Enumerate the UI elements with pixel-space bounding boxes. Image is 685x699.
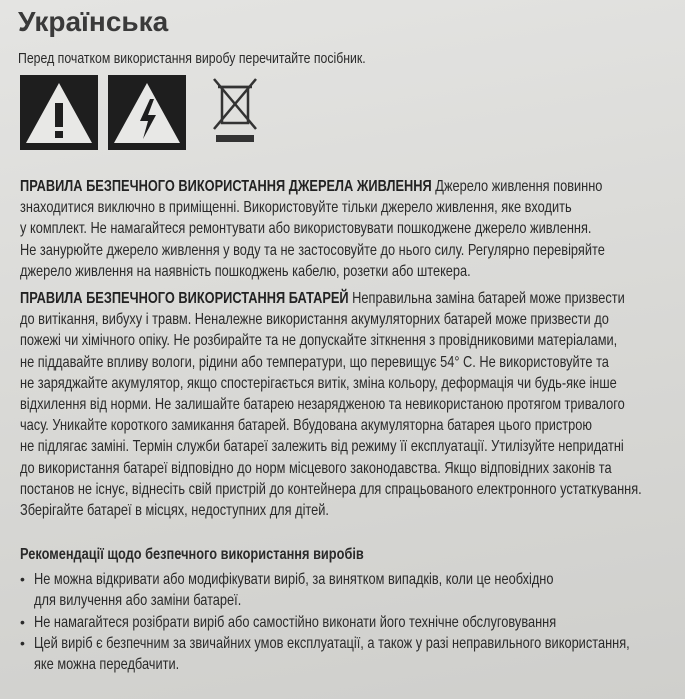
warning-icon — [20, 75, 98, 150]
safety-icons — [20, 75, 266, 150]
battery-section — [20, 288, 685, 521]
bullet-icon: • — [20, 634, 25, 651]
battery-line: не заряджайте акумулятор, якщо спостерігається витік, зміна кольору, деформація чи будь-яке інше — [20, 374, 617, 392]
bullet-icon: • — [20, 571, 25, 588]
recommendations-section — [20, 544, 685, 675]
battery-line: до використання батареї відповідно до норм місцевого законодавства. Якщо відповідних законів та — [20, 459, 612, 477]
battery-line: не піддавайте впливу вологи, рідини або температури, що перевищує 54° C. Не використовуйте та — [20, 353, 609, 371]
list-item-text: Цей виріб є безпечним за звичайних умов експлуатації, а також у разі неправильного використання, — [34, 634, 630, 652]
battery-line: Зберігайте батареї в місцях, недоступних для дітей. — [20, 501, 329, 519]
subtitle: Перед початком використання виробу перечитайте посібник. — [18, 50, 366, 67]
power-line: знаходитися виключно в приміщенні. Використовуйте тільки джерело живлення, яке входить — [20, 199, 572, 217]
battery-line: постанов не існує, віднесіть свій пристрій до контейнера для спрацьованого електронного устаткування. — [20, 480, 642, 498]
weee-crossed-bin-icon — [206, 75, 266, 150]
battery-heading: ПРАВИЛА БЕЗПЕЧНОГО ВИКОРИСТАННЯ БАТАРЕЙ — [20, 290, 349, 307]
battery-line: пожежі чи хімічного опіку. Не розбирайте та не допускайте зіткнення з провідниковими матеріалами, — [20, 332, 618, 350]
battery-line: часу. Уникайте короткого замикання батарей. Вбудована акумуляторна батарея цього пристрою — [20, 417, 592, 435]
battery-line: до витікання, вибуху і травм. Неналежне використання акумуляторних батарей може призвести до — [20, 311, 609, 329]
list-item-text: яке можна передбачити. — [34, 655, 180, 673]
battery-text: Неправильна заміна батарей може призвести — [348, 290, 625, 307]
battery-line: відхилення від норми. Не залишайте батарею незарядженою та невикористаною протягом тривалого — [20, 395, 625, 413]
list-item — [20, 633, 685, 675]
battery-line: не підлягає заміні. Термін служби батареї залежить від режиму її експлуатації. Утилізуйте непридатні — [20, 438, 624, 456]
power-supply-section — [20, 176, 685, 282]
list-item-text: Не намагайтеся розібрати виріб або самостійно виконати його технічне обслуговування — [34, 613, 557, 631]
recommendations-heading: Рекомендації щодо безпечного використання виробів — [20, 546, 364, 563]
electric-shock-icon — [108, 75, 186, 150]
power-heading: ПРАВИЛА БЕЗПЕЧНОГО ВИКОРИСТАННЯ ДЖЕРЕЛА ЖИВЛЕННЯ — [20, 178, 432, 195]
bullet-icon: • — [20, 613, 25, 630]
power-line: джерело живлення на наявність пошкоджень кабелю, розетки або штекера. — [20, 262, 471, 280]
power-text: Джерело живлення повинно — [431, 178, 603, 195]
list-item — [20, 569, 685, 611]
page-title: Українська — [18, 6, 169, 37]
list-item-text: Не можна відкривати або модифікувати виріб, за винятком випадків, коли це необхідно — [34, 571, 554, 589]
power-line: Не занурюйте джерело живлення у воду та не застосовуйте до нього силу. Регулярно перевіряйте — [20, 241, 605, 259]
list-item-text: для вилучення або заміни батареї. — [34, 592, 242, 610]
list-item — [20, 612, 685, 633]
power-line: у комплект. Не намагайтеся ремонтувати або використовувати пошкоджене джерело живлення. — [20, 220, 592, 238]
